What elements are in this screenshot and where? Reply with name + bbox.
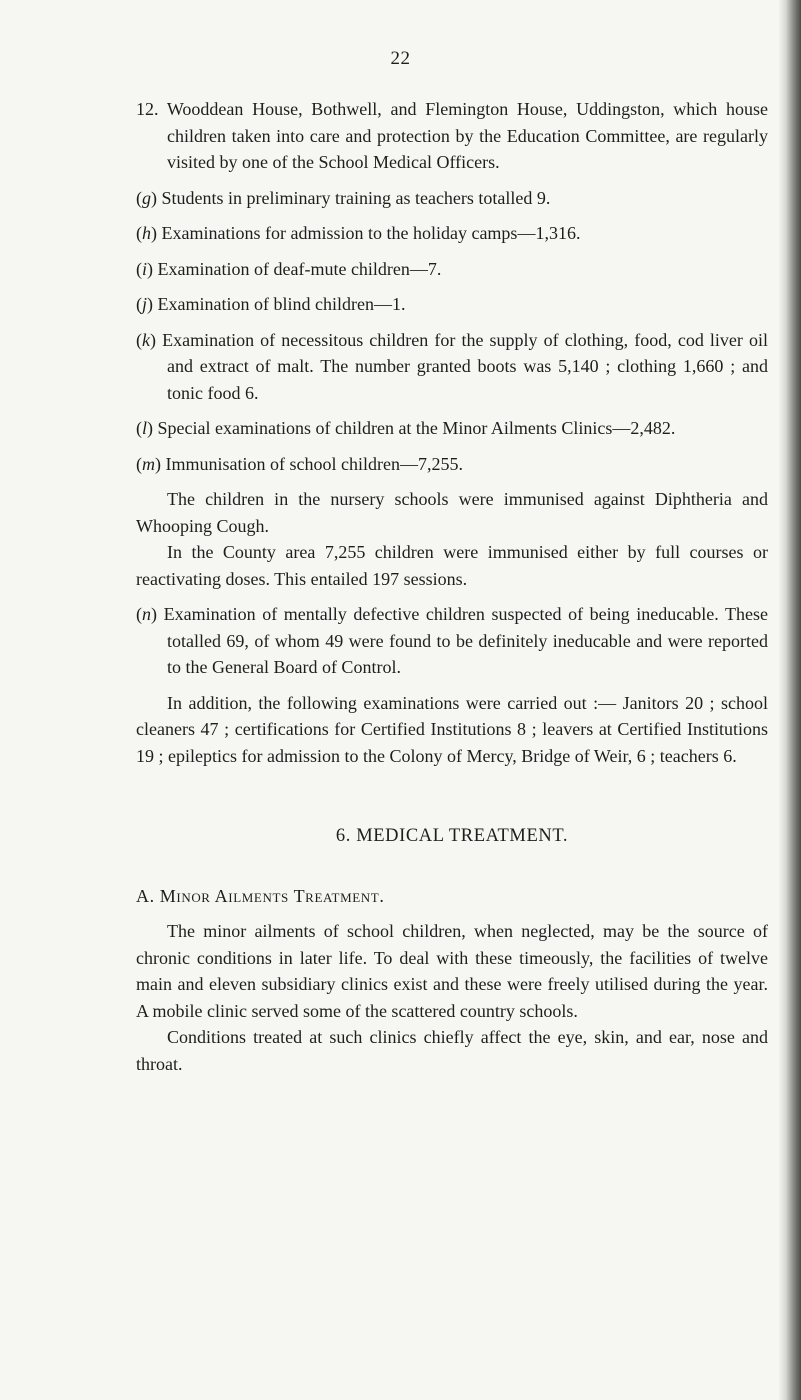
- item-text: Examination of deaf-mute children—7.: [157, 258, 442, 279]
- conditions-paragraph: Conditions treated at such clinics chiefly affect the eye, skin, and ear, nose and throat.: [136, 1027, 768, 1074]
- item-12-paragraph: 12. Wooddean House, Bothwell, and Flemington House, Uddingston, which house children taken into care and protection by the Education Committee, are regularly visited by one of the School Medical Officers.: [136, 99, 768, 172]
- item-text: Examination of mentally defective children suspected of being ineducable. These totalled 69, of whom 49 were found to be definitely ineducable and were reported to the General Board of Control.: [163, 604, 768, 677]
- list-item-i: (i) Examination of deaf-mute children—7.: [136, 258, 442, 279]
- subsection-heading: A. Minor Ailments Treatment.: [136, 885, 385, 906]
- list-item-n: (n) Examination of mentally defective children suspected of being ineducable. These totalled 69, of whom 49 were found to be definitely ineducable and were reported to the General Board of Control.: [136, 604, 768, 677]
- list-item-j: (j) Examination of blind children—1.: [136, 294, 406, 314]
- item-letter: j: [142, 294, 148, 314]
- item-letter: h: [142, 223, 151, 243]
- nursery-paragraph: The children in the nursery schools were immunised against Diphtheria and Whooping Cough.: [136, 489, 768, 536]
- item-letter: n: [142, 604, 151, 624]
- list-item-m: (m) Immunisation of school children—7,255.: [136, 453, 463, 474]
- item-text: Students in preliminary training as teachers totalled 9.: [161, 187, 551, 208]
- page-number: 22: [390, 48, 411, 69]
- item-text: Examination of necessitous children for the supply of clothing, food, cod liver oil and extract of malt. The number granted boots was 5,140 ; clothing 1,660 ; and tonic food 6.: [162, 329, 769, 403]
- minor-ailments-paragraph: The minor ailments of school children, when neglected, may be the source of chronic conditions in later life. To deal with these timeously, the facilities of twelve main and eleven subsidiary clinics exist and these were freely utilised during the year. A mobile clinic served some of the scattered country schools.: [136, 921, 768, 1021]
- scan-binding-edge: [779, 0, 801, 1400]
- page-content: [136, 96, 768, 1077]
- item-text: Special examinations of children at the Minor Ailments Clinics—2,482.: [157, 418, 676, 438]
- item-letter: k: [142, 329, 150, 350]
- list-item-l: (l) Special examinations of children at the Minor Ailments Clinics—2,482.: [136, 418, 676, 438]
- section-heading: 6. MEDICAL TREATMENT.: [335, 826, 569, 846]
- item-text: Immunisation of school children—7,255.: [165, 453, 463, 474]
- item-letter: m: [142, 453, 155, 474]
- county-paragraph: In the County area 7,255 children were immunised either by full courses or reactivating doses. This entailed 197 sessions.: [136, 542, 768, 589]
- list-item-h: (h) Examinations for admission to the holiday camps—1,316.: [136, 223, 581, 243]
- list-item-g: (g) Students in preliminary training as teachers totalled 9.: [136, 187, 551, 208]
- item-letter: g: [142, 187, 151, 208]
- addition-paragraph: In addition, the following examinations were carried out :— Janitors 20 ; school cleaners 47 ; certifications for Certified Institutions 8 ; leavers at Certified Institutions 19 ; epileptics for admission to the Colony of Mercy, Bridge of Weir, 6 ; teachers 6.: [136, 692, 768, 766]
- item-text: Examinations for admission to the holiday camps—1,316.: [161, 223, 581, 243]
- list-item-k: (k) Examination of necessitous children for the supply of clothing, food, cod liver oil and extract of malt. The number granted boots was 5,140 ; clothing 1,660 ; and tonic food 6.: [136, 329, 769, 403]
- item-letter: i: [142, 258, 148, 279]
- item-text: Examination of blind children—1.: [157, 294, 406, 314]
- item-letter: l: [142, 418, 148, 438]
